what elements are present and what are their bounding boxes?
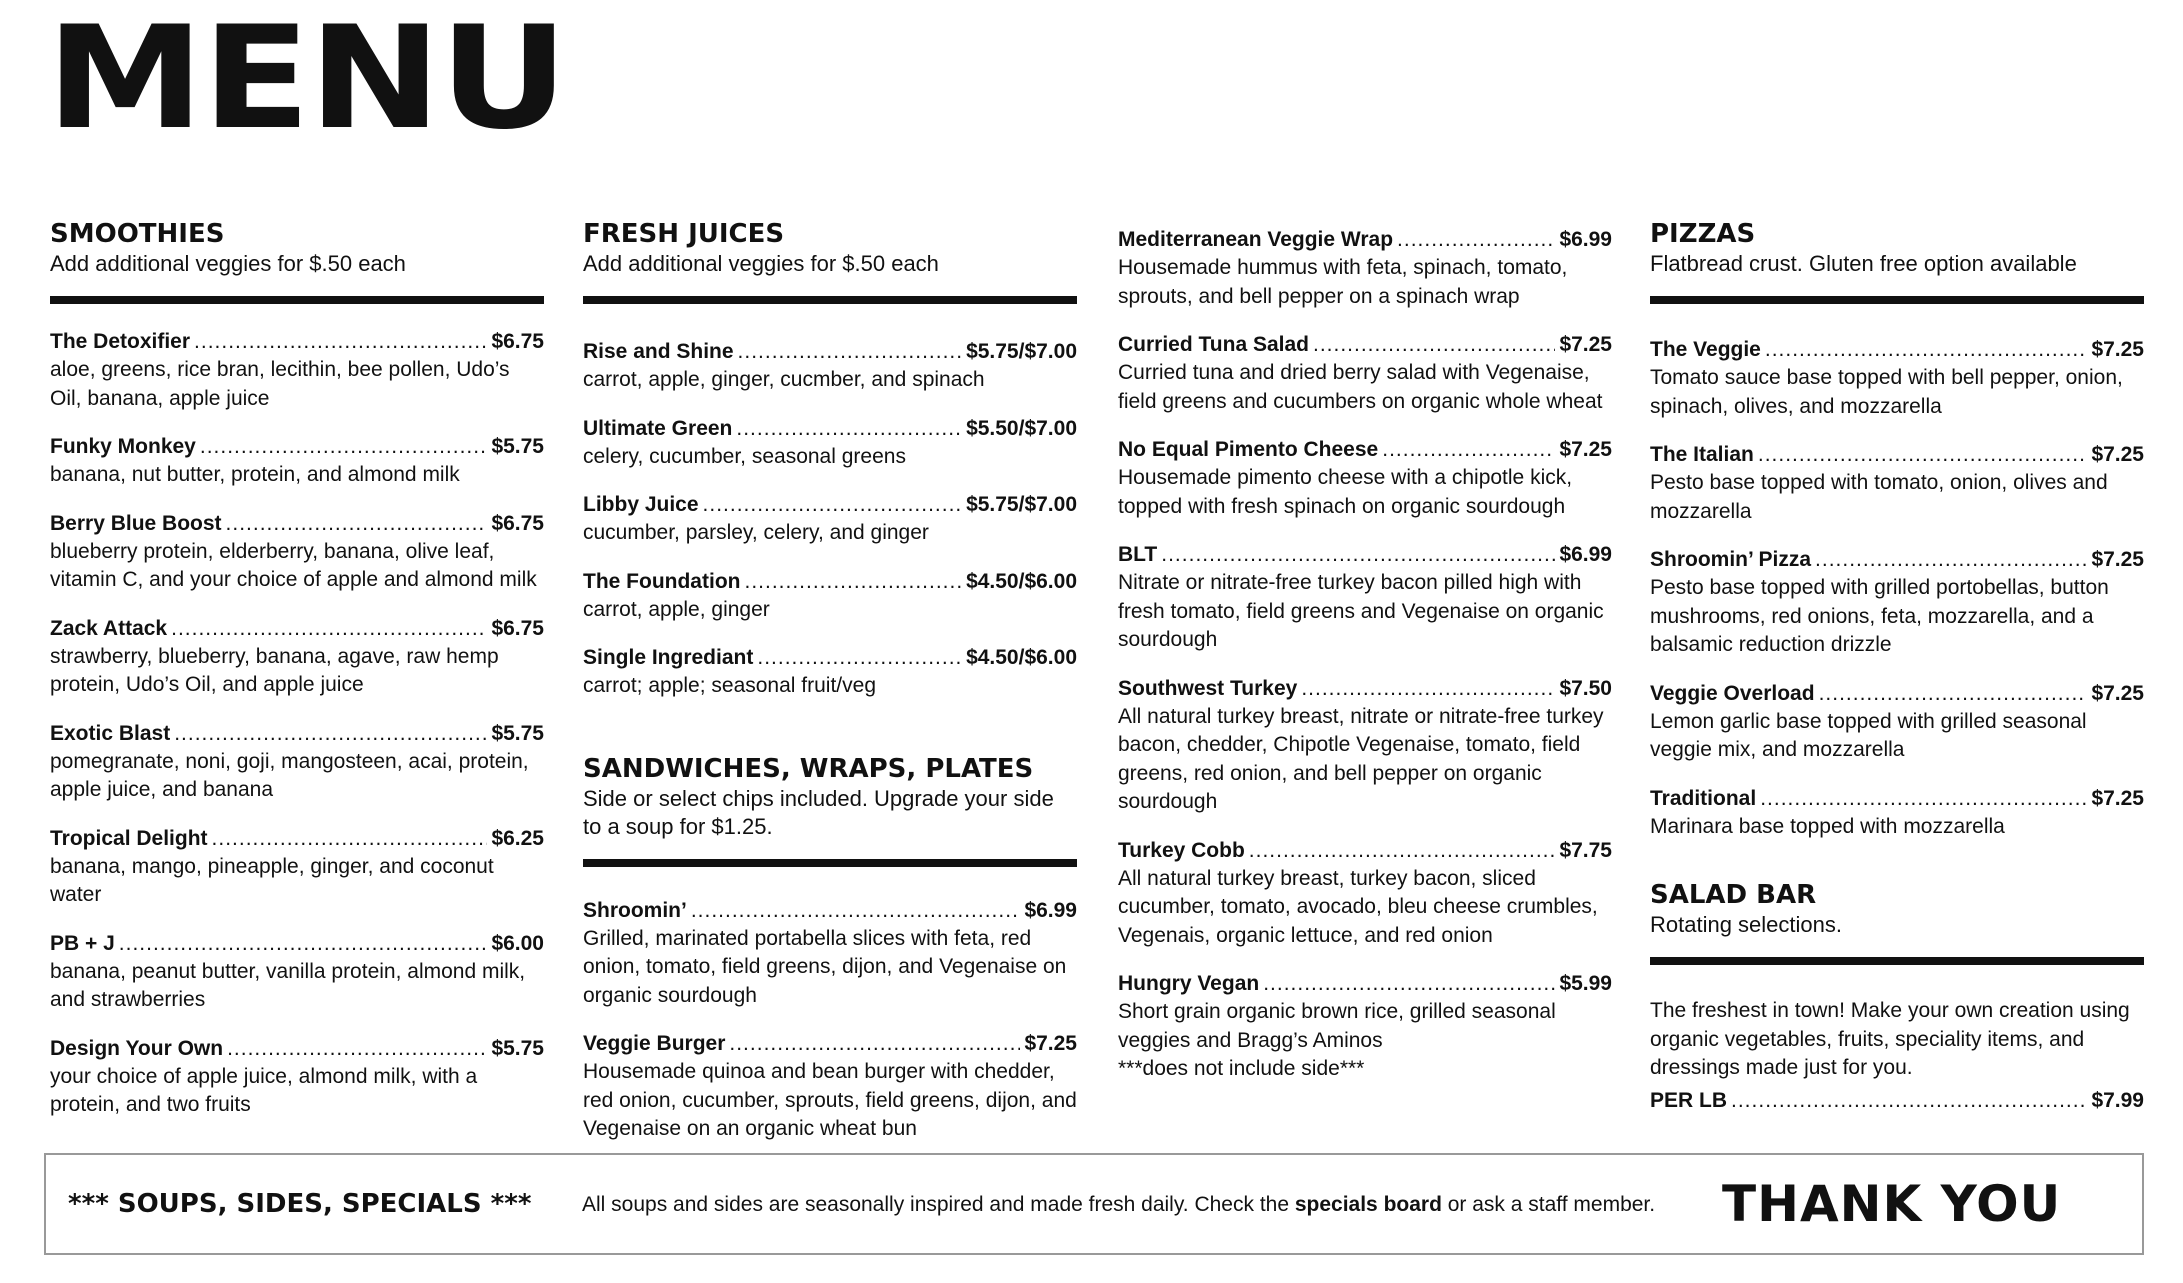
menu-item-name: The Veggie — [1650, 338, 1761, 361]
menu-item-description: All natural turkey breast, turkey bacon, sliced cucumber, tomato, avocado, bleu cheese crumbles, Vegenais, organic lettuce, and red onion — [1118, 866, 1598, 947]
pizzas-subtitle: Flatbread crust. Gluten free option available — [1650, 251, 2077, 276]
menu-item-price: $4.50/$6.00 — [966, 646, 1077, 669]
smoothies-list — [50, 328, 544, 1120]
menu-item — [1650, 441, 2144, 526]
menu-item-header — [1650, 441, 2144, 469]
menu-item-price: $7.25 — [1024, 1032, 1077, 1055]
leader-dots — [171, 615, 487, 643]
leader-dots — [1815, 546, 2087, 574]
leader-dots — [1758, 441, 2088, 469]
menu-item-price: $5.75 — [491, 721, 544, 745]
menu-item-header — [1118, 675, 1612, 703]
wraps-column — [1118, 226, 1612, 1104]
sandwiches-list — [583, 897, 1077, 1144]
menu-item-name: Berry Blue Boost — [50, 511, 222, 535]
menu-item — [1118, 331, 1612, 416]
menu-item-header — [1118, 226, 1612, 254]
menu-item-description: carrot, apple, ginger, cucmber, and spinach — [583, 368, 985, 391]
menu-item-note: ***does not include side*** — [1118, 1057, 1365, 1080]
menu-item-header — [1650, 546, 2144, 574]
menu-item-header — [50, 930, 544, 958]
section-divider — [50, 296, 544, 304]
leader-dots — [1765, 336, 2088, 364]
menu-item-description: carrot, apple, ginger — [583, 597, 770, 621]
leader-dots — [703, 491, 963, 519]
menu-item-description: Tomato sauce base topped with bell pepper, onion, spinach, olives, and mozzarella — [1650, 366, 2123, 418]
salad-price: $7.99 — [2091, 1088, 2144, 1112]
leader-dots — [691, 897, 1021, 925]
menu-item-header — [50, 1035, 544, 1063]
menu-item — [1118, 436, 1612, 521]
menu-item-price: $4.50/$6.00 — [966, 569, 1077, 593]
menu-item-name: Design Your Own — [50, 1036, 224, 1060]
menu-item-header — [1118, 837, 1612, 865]
menu-item-price: $7.25 — [2091, 681, 2144, 705]
leader-dots — [1249, 837, 1556, 865]
menu-item-header — [50, 615, 544, 643]
menu-item-header — [583, 644, 1077, 672]
menu-item-header — [50, 328, 544, 356]
menu-item — [1118, 970, 1612, 1084]
menu-item — [583, 644, 1077, 701]
menu-item-name: Turkey Cobb — [1118, 838, 1245, 862]
menu-item-name: Exotic Blast — [50, 721, 171, 745]
menu-item-name: Libby Juice — [583, 493, 699, 516]
menu-item-name: PB + J — [50, 931, 115, 955]
menu-item-name: Veggie Burger — [583, 1032, 726, 1055]
menu-item-name: Southwest Turkey — [1118, 676, 1298, 700]
menu-item — [1650, 336, 2144, 421]
menu-item-header — [583, 338, 1077, 366]
menu-item — [50, 1035, 544, 1120]
menu-item-price: $5.75 — [491, 435, 544, 458]
menu-item-name: Funky Monkey — [50, 435, 196, 458]
menu-item-description: banana, nut butter, protein, and almond milk — [50, 463, 460, 486]
menu-item-header — [583, 491, 1077, 519]
leader-dots — [1397, 226, 1555, 254]
menu-item-header — [50, 720, 544, 748]
menu-item-name: No Equal Pimento Cheese — [1118, 438, 1379, 461]
leader-dots — [226, 510, 488, 538]
menu-item-description: pomegranate, noni, goji, mangosteen, acai, protein, apple juice, and banana — [50, 749, 529, 801]
menu-item-price: $7.25 — [1559, 333, 1612, 356]
menu-item-description: Marinara base topped with mozzarella — [1650, 814, 2005, 838]
menu-item-price: $6.25 — [491, 826, 544, 850]
menu-item — [50, 328, 544, 413]
menu-item — [1118, 541, 1612, 655]
menu-item-description: your choice of apple juice, almond milk, with a protein, and two fruits — [50, 1064, 478, 1116]
footer-note-end: or ask a staff member. — [1441, 1193, 1656, 1216]
menu-item-description: celery, cucumber, seasonal greens — [583, 444, 906, 468]
menu-item-price: $7.25 — [2091, 548, 2144, 571]
leader-dots — [736, 415, 962, 443]
menu-item-description: Pesto base topped with grilled portobellas, button mushrooms, red onions, feta, mozzarella, and a balsamic reduction drizzle — [1650, 576, 2109, 656]
menu-item-price: $6.75 — [491, 616, 544, 640]
menu-item-price: $6.00 — [491, 931, 544, 955]
section-divider — [1650, 296, 2144, 304]
menu-item-price: $5.75/$7.00 — [966, 493, 1077, 516]
menu-item-name: Traditional — [1650, 786, 1757, 810]
menu-item — [583, 1030, 1077, 1144]
leader-dots — [119, 930, 488, 958]
menu-item-name: Tropical Delight — [50, 826, 208, 850]
menu-item-price: $7.25 — [2091, 338, 2144, 361]
menu-item-header — [1118, 541, 1612, 569]
juices-subtitle: Add additional veggies for $.50 each — [583, 251, 939, 276]
section-divider — [1650, 957, 2144, 965]
leader-dots — [227, 1035, 487, 1063]
menu-item-description: Short grain organic brown rice, grilled seasonal veggies and Bragg’s Aminos — [1118, 1000, 1556, 1052]
leader-dots — [212, 825, 488, 853]
menu-item-header — [1118, 331, 1612, 359]
menu-item-name: Hungry Vegan — [1118, 972, 1260, 995]
menu-item-price: $6.75 — [491, 511, 544, 535]
salad-description: The freshest in town! Make your own creation using organic vegetables, fruits, speciality items, and dressings made just for you. — [1650, 999, 2130, 1079]
leader-dots — [200, 433, 488, 461]
menu-item-name: The Foundation — [583, 569, 741, 593]
leader-dots — [1819, 680, 2088, 708]
menu-item — [583, 568, 1077, 625]
leader-dots — [744, 568, 962, 596]
juices-heading: FRESH JUICES — [583, 219, 785, 249]
menu-item-description: carrot; apple; seasonal fruit/veg — [583, 674, 876, 697]
menu-item-header — [583, 568, 1077, 596]
salad-price-line — [1650, 1087, 2144, 1115]
leader-dots — [729, 1030, 1020, 1058]
menu-item-name: Shroomin’ — [583, 898, 687, 922]
menu-item-price: $5.75 — [491, 1036, 544, 1060]
menu-item-description: aloe, greens, rice bran, lecithin, bee pollen, Udo’s Oil, banana, apple juice — [50, 358, 510, 410]
pizzas-list — [1650, 336, 2144, 841]
menu-item-description: blueberry protein, elderberry, banana, olive leaf, vitamin C, and your choice of apple and almond milk — [50, 539, 537, 591]
smoothies-subtitle: Add additional veggies for $.50 each — [50, 251, 406, 276]
menu-item — [50, 615, 544, 700]
leader-dots — [1263, 970, 1555, 998]
menu-item-name: BLT — [1118, 543, 1158, 566]
menu-item-description: cucumber, parsley, celery, and ginger — [583, 521, 929, 544]
menu-item-price: $5.75/$7.00 — [966, 340, 1077, 363]
footer-note-start: All soups and sides are seasonally inspired and made fresh daily. Check the — [582, 1193, 1295, 1216]
menu-item-price: $7.75 — [1559, 838, 1612, 862]
menu-item-header — [583, 897, 1077, 925]
menu-item-price: $7.25 — [2091, 443, 2144, 466]
menu-item-description: banana, peanut butter, vanilla protein, almond milk, and strawberries — [50, 959, 526, 1011]
menu-item-name: Ultimate Green — [583, 416, 733, 440]
menu-item-header — [583, 415, 1077, 443]
leader-dots — [1301, 675, 1555, 703]
menu-item-header — [583, 1030, 1077, 1058]
sandwiches-heading: SANDWICHES, WRAPS, PLATES — [583, 753, 1034, 784]
footer-thank-you: THANK YOU — [1722, 1175, 2062, 1233]
menu-item-price: $7.50 — [1559, 676, 1612, 700]
menu-item — [1118, 226, 1612, 311]
menu-item — [1650, 785, 2144, 842]
section-divider — [583, 859, 1077, 867]
menu-item-description: Housemade pimento cheese with a chipotle kick, topped with fresh spinach on organic sourdough — [1118, 466, 1573, 518]
salad-heading: SALAD BAR — [1650, 880, 1817, 910]
menu-item-name: Mediterranean Veggie Wrap — [1118, 228, 1394, 251]
menu-item — [1650, 680, 2144, 765]
menu-item-header — [1650, 336, 2144, 364]
juices-list — [583, 338, 1077, 701]
menu-item-description: Grilled, marinated portabella slices with feta, red onion, tomato, field greens, dijon, and Vegenaise on organic sourdough — [583, 926, 1067, 1007]
menu-item-name: Rise and Shine — [583, 340, 734, 363]
menu-item-price: $5.99 — [1559, 972, 1612, 995]
menu-item — [1118, 675, 1612, 817]
menu-item-description: Nitrate or nitrate-free turkey bacon pilled high with fresh tomato, field greens and Vegenaise on organic sourdough — [1118, 571, 1604, 651]
menu-item — [50, 433, 544, 490]
menu-item — [50, 825, 544, 910]
menu-item-name: The Italian — [1650, 443, 1754, 466]
leader-dots — [738, 338, 963, 366]
menu-item-header — [1118, 970, 1612, 998]
menu-item — [583, 415, 1077, 472]
menu-item — [50, 510, 544, 595]
salad-item-name: PER LB — [1650, 1088, 1728, 1112]
menu-item-description: banana, mango, pineapple, ginger, and coconut water — [50, 854, 494, 906]
menu-item-price: $5.50/$7.00 — [966, 416, 1077, 440]
menu-item-price: $6.99 — [1024, 898, 1077, 922]
menu-item-price: $7.25 — [2091, 786, 2144, 810]
leader-dots — [194, 328, 487, 356]
menu-item-header — [50, 825, 544, 853]
menu-item-name: Single Ingrediant — [583, 646, 754, 669]
footer-note — [582, 1193, 1655, 1217]
leader-dots — [1161, 541, 1555, 569]
menu-title: MENU — [46, 0, 567, 161]
menu-item-description: Housemade hummus with feta, spinach, tomato, sprouts, and bell pepper on a spinach wrap — [1118, 256, 1568, 308]
pizzas-salad-column — [1650, 218, 2144, 1115]
leader-dots — [1760, 785, 2087, 813]
leader-dots — [1731, 1087, 2087, 1115]
menu-item-description: Curried tuna and dried berry salad with Vegenaise, field greens and cucumbers on organic whole wheat — [1118, 361, 1603, 413]
menu-item — [50, 930, 544, 1015]
juices-sandwiches-column — [583, 218, 1077, 1164]
menu-item-price: $7.25 — [1559, 438, 1612, 461]
menu-item-price: $6.99 — [1559, 543, 1612, 566]
leader-dots — [174, 720, 487, 748]
menu-item — [583, 491, 1077, 548]
menu-item — [583, 897, 1077, 1011]
footer-specials-board: specials board — [1294, 1193, 1442, 1216]
menu-item — [1118, 837, 1612, 951]
menu-item — [583, 338, 1077, 395]
section-divider — [583, 296, 1077, 304]
menu-item — [1650, 546, 2144, 660]
menu-item-header — [1118, 436, 1612, 464]
smoothies-column — [50, 218, 544, 1140]
menu-item-name: The Detoxifier — [50, 330, 191, 353]
menu-item — [50, 720, 544, 805]
menu-item-description: strawberry, blueberry, banana, agave, raw hemp protein, Udo’s Oil, and apple juice — [50, 644, 499, 696]
menu-item-description: Lemon garlic base topped with grilled seasonal veggie mix, and mozzarella — [1650, 709, 2087, 761]
pizzas-heading: PIZZAS — [1650, 219, 1756, 249]
menu-item-header — [50, 510, 544, 538]
menu-item-header — [50, 433, 544, 461]
sandwiches-subtitle: Side or select chips included. Upgrade your side to a soup for $1.25. — [583, 785, 1054, 839]
menu-item-name: Zack Attack — [50, 616, 168, 640]
menu-item-name: Curried Tuna Salad — [1118, 333, 1309, 356]
leader-dots — [1313, 331, 1555, 359]
menu-item-price: $6.99 — [1559, 228, 1612, 251]
menu-item-name: Veggie Overload — [1650, 681, 1815, 705]
salad-subtitle: Rotating selections. — [1650, 912, 1842, 937]
footer-banner — [44, 1153, 2144, 1255]
footer-specials-label: *** SOUPS, SIDES, SPECIALS *** — [68, 1189, 532, 1219]
leader-dots — [757, 644, 962, 672]
smoothies-heading: SMOOTHIES — [50, 219, 225, 249]
leader-dots — [1382, 436, 1555, 464]
menu-item-price: $6.75 — [491, 330, 544, 353]
menu-item-description: All natural turkey breast, nitrate or nitrate-free turkey bacon, chedder, Chipotle Vegenaise, tomato, field greens, red onion, and bell pepper on organic sourdough — [1118, 704, 1604, 813]
menu-item-name: Shroomin’ Pizza — [1650, 548, 1812, 571]
menu-item-description: Housemade quinoa and bean burger with chedder, red onion, cucumber, sprouts, field greens, dijon, and Vegenaise on an organic wheat bun — [583, 1060, 1077, 1140]
menu-item-header — [1650, 785, 2144, 813]
menu-item-header — [1650, 680, 2144, 708]
menu-item-description: Pesto base topped with tomato, onion, olives and mozzarella — [1650, 471, 2108, 523]
wraps-list — [1118, 226, 1612, 1084]
